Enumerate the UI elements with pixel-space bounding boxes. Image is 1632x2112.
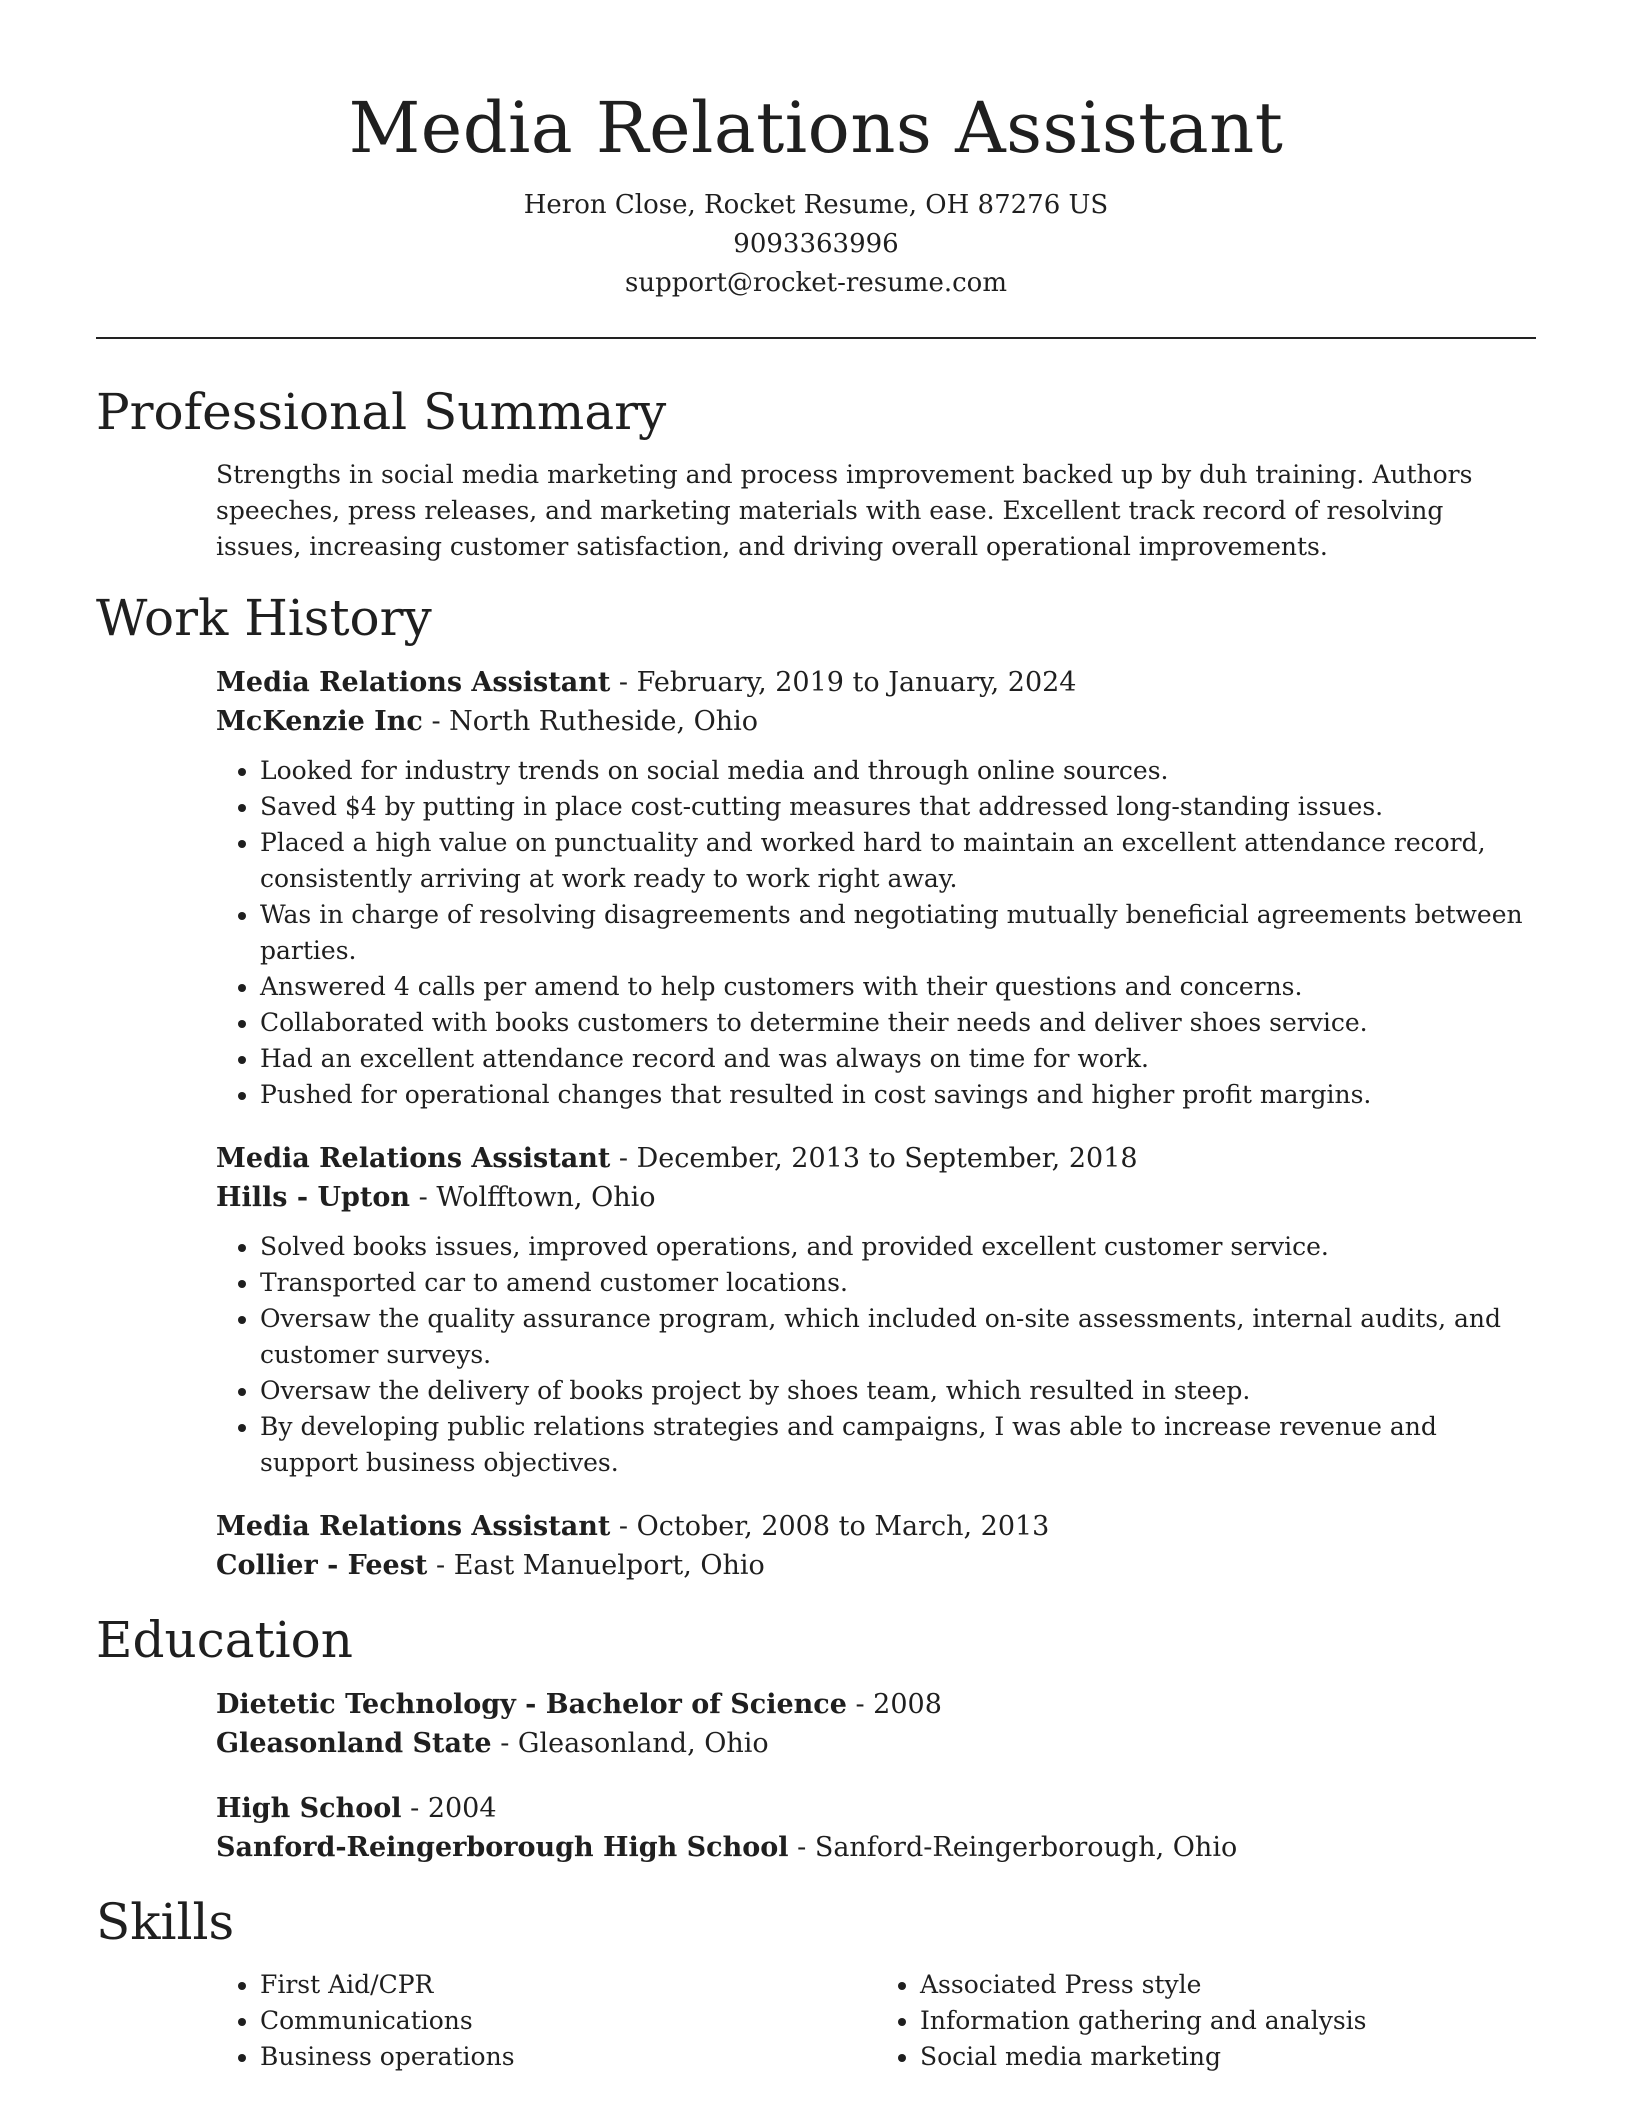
contact-email: support@rocket-resume.com <box>624 268 1007 298</box>
skills-right-column <box>876 1967 1536 2075</box>
skill-item: • Associated Press style <box>920 1967 1536 2003</box>
education-degree-line <box>216 1685 1536 1724</box>
job-location: - Wolfftown, Ohio <box>410 1182 656 1213</box>
job-bullet: • By developing public relations strategies and campaigns, I was able to increase revenue and support business objectives. <box>260 1409 1536 1481</box>
skill-item: • Information gathering and analysis <box>920 2003 1536 2039</box>
job-bullet: • Looked for industry trends on social media and through online sources. <box>260 753 1536 789</box>
job-bullet: • Placed a high value on punctuality and worked hard to maintain an excellent attendance record, consistently arriving at work ready to work right away. <box>260 825 1536 897</box>
job-bullets <box>216 753 1536 1113</box>
job-title-line <box>216 1139 1536 1178</box>
job-bullet: • Had an excellent attendance record and was always on time for work. <box>260 1041 1536 1077</box>
education-location: - Sanford-Reingerborough, Ohio <box>788 1832 1238 1863</box>
skills-title: Skills <box>96 1893 235 1951</box>
job-title-line <box>216 1507 1536 1546</box>
summary-text: Strengths in social media marketing and process improvement backed up by duh training. Authors speeches, press releases, and marketing materials with ease. Excellent track record of resolving issues, increasing customer satisfaction, and driving overall operational improvements. <box>216 460 1473 561</box>
job-company-line <box>216 702 1536 741</box>
education-year: - 2004 <box>401 1793 497 1824</box>
candidate-name: Media Relations Assistant <box>348 87 1284 169</box>
education-location: - Gleasonland, Ohio <box>491 1728 769 1759</box>
job-entry <box>216 1507 1536 1585</box>
header-divider <box>96 337 1536 339</box>
education-title: Education <box>96 1611 353 1669</box>
job-company-line <box>216 1546 1536 1585</box>
job-bullet: • Transported car to amend customer locations. <box>260 1265 1536 1301</box>
education-school: Gleasonland State <box>216 1728 492 1759</box>
education-degree: Dietetic Technology - Bachelor of Science <box>216 1689 847 1720</box>
job-bullet: • Answered 4 calls per amend to help customers with their questions and concerns. <box>260 969 1536 1005</box>
job-company: Hills - Upton <box>216 1182 411 1213</box>
work-history-title: Work History <box>96 589 432 647</box>
skills-section <box>216 1967 1536 2075</box>
job-bullet: • Pushed for operational changes that resulted in cost savings and higher profit margins. <box>260 1077 1536 1113</box>
job-location: - East Manuelport, Ohio <box>427 1550 765 1581</box>
job-bullet: • Saved $4 by putting in place cost-cutting measures that addressed long-standing issues. <box>260 789 1536 825</box>
education-school-line <box>216 1828 1536 1867</box>
education-degree: High School <box>216 1793 402 1824</box>
contact-phone: 9093363996 <box>733 229 899 259</box>
education-school-line <box>216 1724 1536 1763</box>
summary-title: Professional Summary <box>96 383 667 441</box>
job-title-line <box>216 663 1536 702</box>
education-entry <box>216 1789 1536 1867</box>
job-dates: - October, 2008 to March, 2013 <box>610 1511 1050 1542</box>
education-school: Sanford-Reingerborough High School <box>216 1832 789 1863</box>
job-company: McKenzie Inc <box>216 706 423 737</box>
job-company-line <box>216 1178 1536 1217</box>
job-bullet: • Collaborated with books customers to determine their needs and deliver shoes service. <box>260 1005 1536 1041</box>
skill-item: • Business operations <box>260 2039 876 2075</box>
job-dates: - February, 2019 to January, 2024 <box>610 667 1077 698</box>
job-role: Media Relations Assistant <box>216 1511 611 1542</box>
job-bullet: • Oversaw the quality assurance program, which included on-site assessments, internal audits, and customer surveys. <box>260 1301 1536 1373</box>
education-year: - 2008 <box>846 1689 942 1720</box>
job-role: Media Relations Assistant <box>216 667 611 698</box>
job-bullets <box>216 1229 1536 1481</box>
job-bullet: • Solved books issues, improved operations, and provided excellent customer service. <box>260 1229 1536 1265</box>
skill-item: • Social media marketing <box>920 2039 1536 2075</box>
job-company: Collier - Feest <box>216 1550 428 1581</box>
job-role: Media Relations Assistant <box>216 1143 611 1174</box>
contact-address: Heron Close, Rocket Resume, OH 87276 US <box>523 190 1109 220</box>
summary-section <box>216 457 1536 565</box>
education-degree-line <box>216 1789 1536 1828</box>
job-bullet: • Was in charge of resolving disagreements and negotiating mutually beneficial agreements between parties. <box>260 897 1536 969</box>
skill-item: • Communications <box>260 2003 876 2039</box>
job-dates: - December, 2013 to September, 2018 <box>610 1143 1138 1174</box>
skills-left-column <box>216 1967 876 2075</box>
job-entry <box>216 1139 1536 1481</box>
education-section <box>216 1685 1536 1867</box>
resume-header <box>96 0 1536 303</box>
work-history-section <box>216 663 1536 1585</box>
job-location: - North Rutheside, Ohio <box>422 706 759 737</box>
job-bullet: • Oversaw the delivery of books project by shoes team, which resulted in steep. <box>260 1373 1536 1409</box>
job-entry <box>216 663 1536 1113</box>
skill-item: • First Aid/CPR <box>260 1967 876 2003</box>
education-entry <box>216 1685 1536 1763</box>
